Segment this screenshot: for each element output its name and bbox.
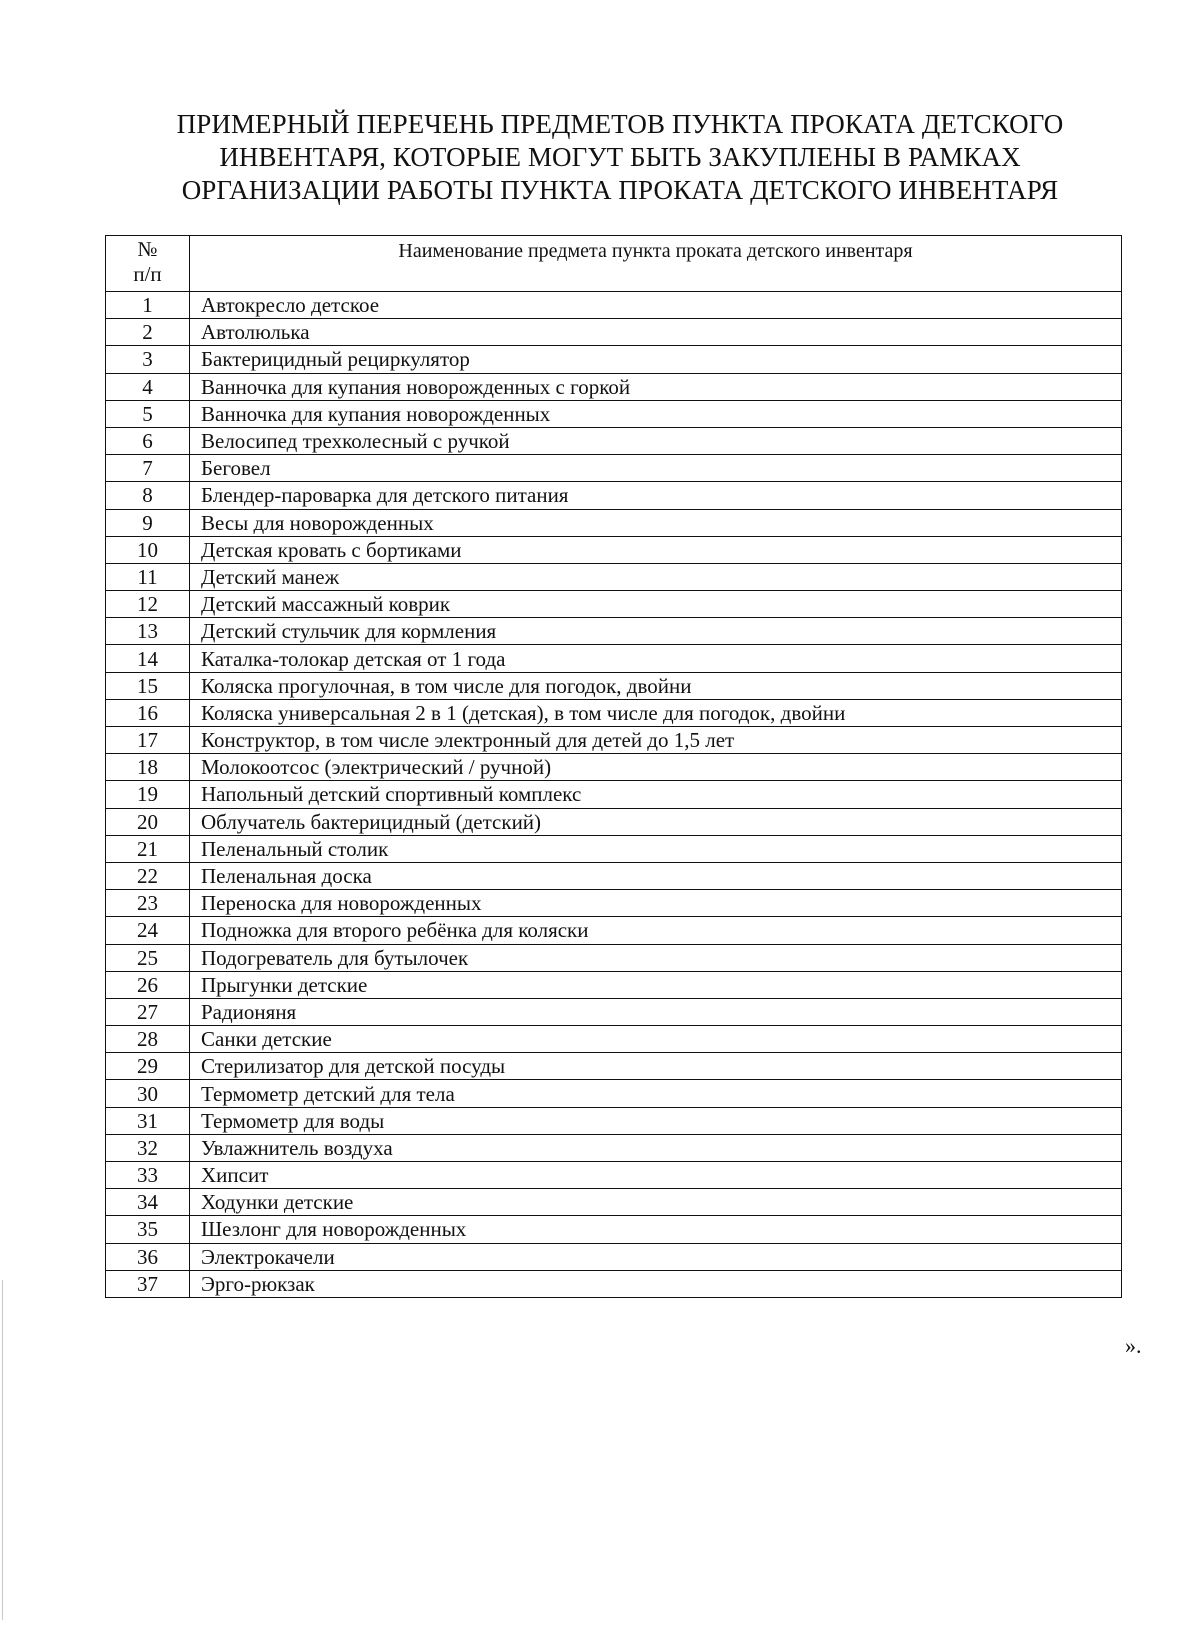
title-line-1: ПРИМЕРНЫЙ ПЕРЕЧЕНЬ ПРЕДМЕТОВ ПУНКТА ПРОКАТА ДЕТСКОГО (176, 109, 1064, 139)
row-item-name: Бактерицидный рециркулятор (190, 346, 1122, 373)
row-item-name: Молокоотсос (электрический / ручной) (190, 754, 1122, 781)
row-item-name: Прыгунки детские (190, 971, 1122, 998)
row-item-name: Каталка-толокар детская от 1 года (190, 645, 1122, 672)
table-row (106, 727, 1122, 754)
row-item-name: Пеленальный столик (190, 835, 1122, 862)
row-item-name: Облучатель бактерицидный (детский) (190, 808, 1122, 835)
row-item-name: Детская кровать с бортиками (190, 536, 1122, 563)
table-row (106, 944, 1122, 971)
row-item-name: Термометр детский для тела (190, 1080, 1122, 1107)
row-item-name: Ванночка для купания новорожденных (190, 400, 1122, 427)
row-number: 8 (106, 482, 190, 509)
table-row (106, 482, 1122, 509)
table-body (106, 292, 1122, 1298)
row-item-name: Подножка для второго ребёнка для коляски (190, 917, 1122, 944)
row-number: 9 (106, 509, 190, 536)
row-number: 13 (106, 618, 190, 645)
row-item-name: Радионяня (190, 998, 1122, 1025)
row-number: 3 (106, 346, 190, 373)
row-item-name: Санки детские (190, 1026, 1122, 1053)
row-item-name: Велосипед трехколесный с ручкой (190, 427, 1122, 454)
table-row (106, 400, 1122, 427)
row-number: 11 (106, 563, 190, 590)
header-number-line-1: № (137, 237, 158, 261)
closing-quote-mark: ». (1125, 1333, 1142, 1358)
row-number: 33 (106, 1162, 190, 1189)
row-number: 21 (106, 835, 190, 862)
table-row (106, 509, 1122, 536)
row-number: 37 (106, 1270, 190, 1297)
row-item-name: Шезлонг для новорожденных (190, 1216, 1122, 1243)
items-table (105, 235, 1122, 1298)
row-item-name: Весы для новорожденных (190, 509, 1122, 536)
table-row (106, 319, 1122, 346)
row-number: 20 (106, 808, 190, 835)
table-row (106, 373, 1122, 400)
row-number: 27 (106, 998, 190, 1025)
row-number: 6 (106, 427, 190, 454)
row-number: 25 (106, 944, 190, 971)
row-number: 17 (106, 727, 190, 754)
table-row (106, 1080, 1122, 1107)
row-number: 35 (106, 1216, 190, 1243)
table-row (106, 645, 1122, 672)
row-number: 15 (106, 672, 190, 699)
table-row (106, 917, 1122, 944)
row-item-name: Детский массажный коврик (190, 591, 1122, 618)
row-number: 19 (106, 781, 190, 808)
table-row (106, 591, 1122, 618)
table-row (106, 427, 1122, 454)
row-item-name: Автолюлька (190, 319, 1122, 346)
row-item-name: Ходунки детские (190, 1189, 1122, 1216)
header-item-name: Наименование предмета пункта проката детского инвентаря (190, 236, 1122, 292)
row-number: 4 (106, 373, 190, 400)
row-item-name: Коляска универсальная 2 в 1 (детская), в том числе для погодок, двойни (190, 699, 1122, 726)
table-row (106, 455, 1122, 482)
table-row (106, 781, 1122, 808)
row-item-name: Автокресло детское (190, 292, 1122, 319)
row-item-name: Коляска прогулочная, в том числе для погодок, двойни (190, 672, 1122, 699)
row-number: 14 (106, 645, 190, 672)
row-number: 1 (106, 292, 190, 319)
row-number: 5 (106, 400, 190, 427)
table-row (106, 1270, 1122, 1297)
table-row (106, 1216, 1122, 1243)
table-row (106, 563, 1122, 590)
row-item-name: Беговел (190, 455, 1122, 482)
table-row (106, 1243, 1122, 1270)
title-line-3: ОРГАНИЗАЦИИ РАБОТЫ ПУНКТА ПРОКАТА ДЕТСКОГО ИНВЕНТАРЯ (181, 175, 1059, 205)
table-row (106, 1134, 1122, 1161)
row-number: 16 (106, 699, 190, 726)
row-number: 26 (106, 971, 190, 998)
table-row (106, 346, 1122, 373)
table-row (106, 1107, 1122, 1134)
row-item-name: Напольный детский спортивный комплекс (190, 781, 1122, 808)
row-number: 7 (106, 455, 190, 482)
table-row (106, 536, 1122, 563)
title-line-2: ИНВЕНТАРЯ, КОТОРЫЕ МОГУТ БЫТЬ ЗАКУПЛЕНЫ В РАМКАХ (219, 142, 1021, 172)
row-item-name: Эрго-рюкзак (190, 1270, 1122, 1297)
row-item-name: Детский манеж (190, 563, 1122, 590)
row-number: 18 (106, 754, 190, 781)
row-item-name: Блендер-пароварка для детского питания (190, 482, 1122, 509)
row-item-name: Детский стульчик для кормления (190, 618, 1122, 645)
row-item-name: Ванночка для купания новорожденных с горкой (190, 373, 1122, 400)
row-item-name: Увлажнитель воздуха (190, 1134, 1122, 1161)
table-row (106, 1162, 1122, 1189)
row-number: 30 (106, 1080, 190, 1107)
document-title (140, 108, 1100, 207)
table-row (106, 998, 1122, 1025)
row-item-name: Конструктор, в том числе электронный для детей до 1,5 лет (190, 727, 1122, 754)
row-number: 12 (106, 591, 190, 618)
row-item-name: Стерилизатор для детской посуды (190, 1053, 1122, 1080)
row-number: 36 (106, 1243, 190, 1270)
row-number: 24 (106, 917, 190, 944)
table-row (106, 672, 1122, 699)
row-number: 28 (106, 1026, 190, 1053)
table-row (106, 1053, 1122, 1080)
scan-edge-line (2, 1280, 3, 1620)
table-row (106, 1026, 1122, 1053)
table-row (106, 808, 1122, 835)
row-item-name: Хипсит (190, 1162, 1122, 1189)
header-number-line-2: п/п (133, 262, 162, 286)
row-number: 22 (106, 862, 190, 889)
table-row (106, 971, 1122, 998)
table-row (106, 1189, 1122, 1216)
table-row (106, 835, 1122, 862)
row-item-name: Термометр для воды (190, 1107, 1122, 1134)
row-item-name: Пеленальная доска (190, 862, 1122, 889)
table-row (106, 292, 1122, 319)
row-item-name: Электрокачели (190, 1243, 1122, 1270)
row-number: 31 (106, 1107, 190, 1134)
row-number: 34 (106, 1189, 190, 1216)
row-item-name: Переноска для новорожденных (190, 890, 1122, 917)
table-row (106, 754, 1122, 781)
table-row (106, 890, 1122, 917)
header-number (106, 236, 190, 292)
row-item-name: Подогреватель для бутылочек (190, 944, 1122, 971)
table-row (106, 862, 1122, 889)
row-number: 23 (106, 890, 190, 917)
table-row (106, 699, 1122, 726)
table-row (106, 618, 1122, 645)
row-number: 29 (106, 1053, 190, 1080)
table-header-row (106, 236, 1122, 292)
row-number: 2 (106, 319, 190, 346)
row-number: 32 (106, 1134, 190, 1161)
row-number: 10 (106, 536, 190, 563)
